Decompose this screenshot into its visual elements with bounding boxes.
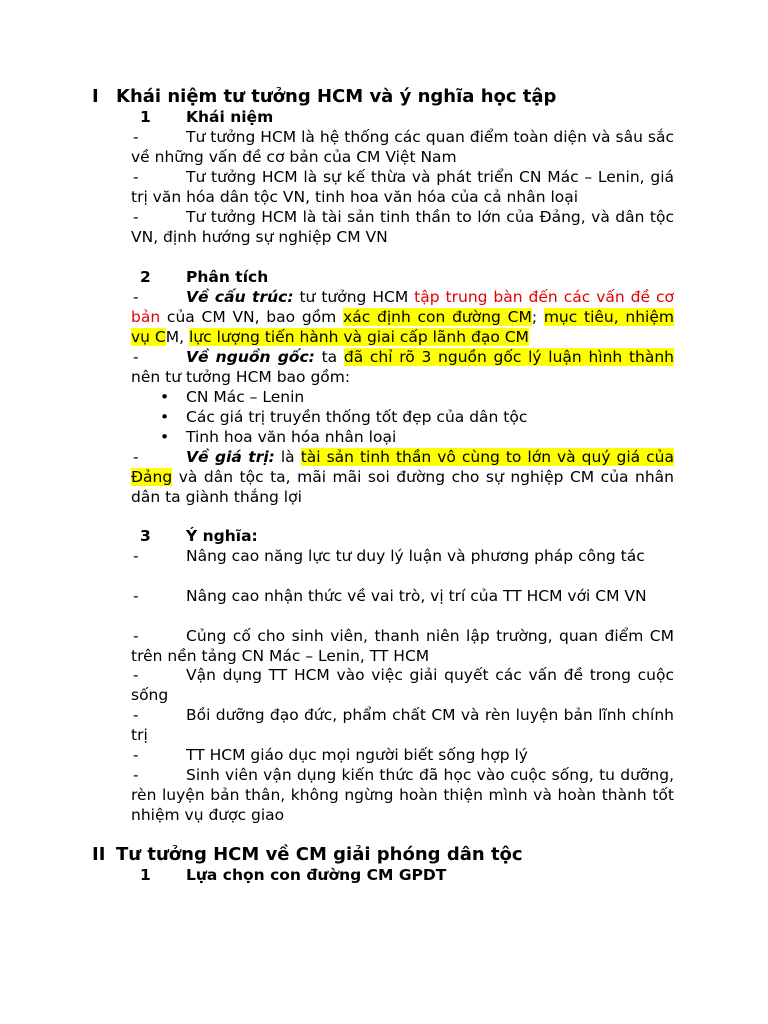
list-item: - Củng cố cho sinh viên, thanh niên lập trường, quan điểm CM trên nền tảng CN Mác – Lenin, TT HCM	[131, 627, 674, 665]
bullet-item: • Các giá trị truyền thống tốt đẹp của dân tộc	[160, 408, 528, 426]
value-label: Về giá trị:	[186, 448, 275, 466]
list-item: - Tư tưởng HCM là sự kế thừa và phát triển CN Mác – Lenin, giá trị văn hóa dân tộc VN, tinh hoa văn hóa của cả nhân loại	[131, 168, 674, 206]
analysis-value: - Về giá trị: là tài sản tinh thần vô cùng to lớn và quý giá của Đảng và dân tộc ta, mãi mãi soi đường cho sự nghiệp CM của nhân dân ta giành thắng lợi	[131, 448, 674, 506]
subsection-2-1-number: 1	[140, 866, 151, 884]
list-item: - TT HCM giáo dục mọi người biết sống hợp lý	[133, 746, 528, 764]
list-item: - Bồi dưỡng đạo đức, phẩm chất CM và rèn luyện bản lĩnh chính trị	[131, 706, 674, 744]
list-item: - Tư tưởng HCM là hệ thống các quan điểm toàn diện và sâu sắc về những vấn đề cơ bản của CM Việt Nam	[131, 128, 674, 166]
highlight: mục tiêu, nhiệm vụ C	[131, 308, 674, 346]
subsection-1-2-title: Phân tích	[186, 268, 269, 286]
list-item: - Tư tưởng HCM là tài sản tinh thần to lớn của Đảng, và dân tộc VN, định hướng sự nghiệp CM VN	[131, 208, 674, 246]
highlight: đã chỉ rõ 3 nguồn gốc lý luận hình thành	[343, 348, 674, 366]
list-item: - Vận dụng TT HCM vào việc giải quyết các vấn đề trong cuộc sống	[131, 666, 674, 704]
list-item: - Nâng cao nhận thức về vai trò, vị trí của TT HCM với CM VN	[133, 587, 647, 605]
highlight: tài sản tinh thần vô cùng to lớn và quý giá của Đảng	[131, 448, 674, 486]
subsection-1-3-title: Ý nghĩa:	[186, 527, 258, 545]
origin-label: Về nguồn gốc:	[186, 348, 315, 366]
red-text: tập trung bàn đến các vấn đề cơ bản	[131, 288, 674, 326]
bullet-item: • Tinh hoa văn hóa nhân loại	[160, 428, 397, 446]
analysis-origin: - Về nguồn gốc: ta đã chỉ rõ 3 nguồn gốc lý luận hình thành nên tư tưởng HCM bao gồm:	[131, 348, 674, 386]
section-2-title: Tư tưởng HCM về CM giải phóng dân tộc	[116, 844, 523, 865]
subsection-1-2-heading	[140, 267, 268, 287]
analysis-structure: - Về cấu trúc: tư tưởng HCM tập trung bàn đến các vấn đề cơ bản của CM VN, bao gồm xác định con đường CM; mục tiêu, nhiệm vụ CM, lực lượng tiến hành và giai cấp lãnh đạo CM	[131, 288, 674, 346]
list-item: - Nâng cao năng lực tư duy lý luận và phương pháp công tác	[133, 547, 645, 565]
bullet-item: • CN Mác – Lenin	[160, 388, 305, 406]
subsection-2-1-title: Lựa chọn con đường CM GPDT	[186, 866, 447, 884]
subsection-1-3-heading	[140, 526, 258, 546]
subsection-1-3-number: 3	[140, 527, 151, 545]
subsection-1-1-heading	[140, 107, 273, 127]
subsection-2-1-heading	[140, 865, 446, 885]
subsection-1-1-number: 1	[140, 108, 151, 126]
structure-label: Về cấu trúc:	[186, 288, 294, 306]
highlight: xác định con đường CM	[343, 308, 532, 326]
highlight: lực lượng tiến hành và giai cấp lãnh đạo CM	[189, 328, 529, 346]
section-1-number: I	[92, 86, 99, 107]
list-item: - Sinh viên vận dụng kiến thức đã học vào cuộc sống, tu dưỡng, rèn luyện bản thân, không ngừng hoàn thiện mình và hoàn thành tốt nhiệm vụ được giao	[131, 766, 674, 824]
section-2-heading	[92, 844, 523, 866]
subsection-1-1-title: Khái niệm	[186, 108, 274, 126]
section-1-heading	[92, 86, 556, 108]
section-2-number: II	[92, 844, 106, 865]
subsection-1-2-number: 2	[140, 268, 151, 286]
section-1-title: Khái niệm tư tưởng HCM và ý nghĩa học tập	[116, 86, 557, 107]
